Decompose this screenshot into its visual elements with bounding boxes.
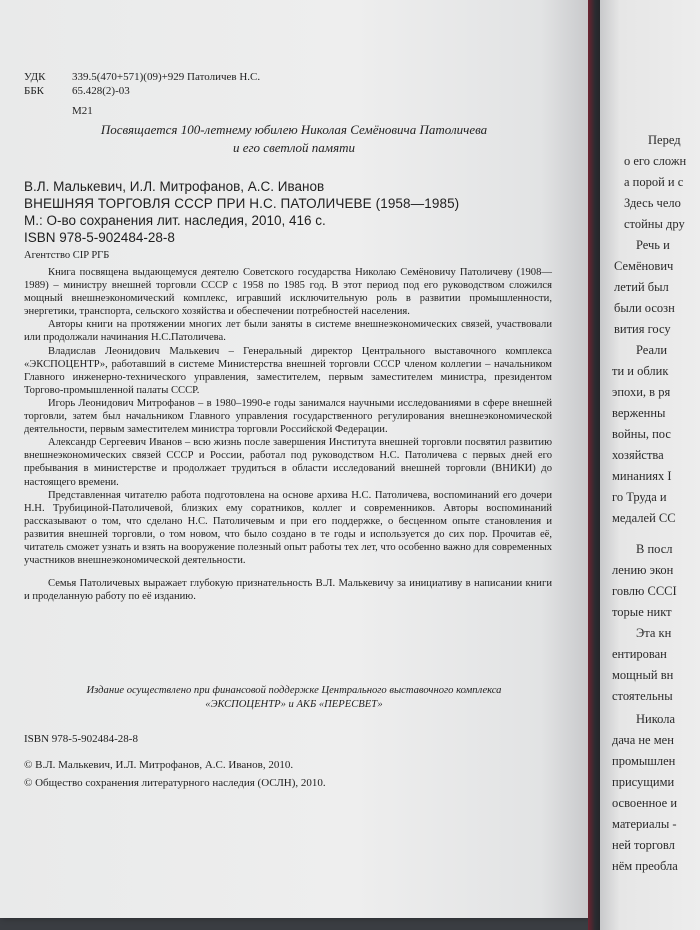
bbk-value: 65.428(2)-03 (72, 85, 130, 97)
facing-line: стоятельны (612, 689, 673, 703)
paragraph-5: Александр Сергеевич Иванов – всю жизнь после завершения Института внешней торговли посвятил развитию внешнеэкономических связей СССР и России, работал под руководством Н.С. Патоличева с первых дней его пребывания в министерстве и продолжает трудиться в области исследований внешней торговли (ВНИКИ) до настоящего времени. (24, 437, 552, 488)
facing-line: Здесь чело (624, 196, 681, 210)
facing-line: дача не мен (612, 733, 674, 747)
facing-line: материалы - (612, 817, 677, 831)
facing-line: ентирован (612, 647, 667, 661)
facing-line: торые никт (612, 605, 672, 619)
paragraph-2: Авторы книги на протяжении многих лет были заняты в системе внешнеэкономических связей, участвовали или продолжали начинания Н.С.Патоличева. (24, 319, 552, 344)
copyright-authors: © В.Л. Малькевич, И.Л. Митрофанов, А.С. Иванов, 2010. (24, 759, 294, 771)
facing-line: войны, пос (612, 427, 671, 441)
publication-note-line-1: Издание осуществлено при финансовой поддержке Центрального выставочного комплекса (86, 685, 502, 696)
isbn-repeat: ISBN 978-5-902484-28-8 (24, 733, 138, 745)
facing-line: а порой и с (624, 175, 684, 189)
imprint: М.: О-во сохранения лит. наследия, 2010, 416 с. (24, 213, 326, 228)
facing-line: освоенное и (612, 796, 678, 810)
facing-line: хозяйства (612, 448, 664, 462)
annotation-body (24, 266, 552, 603)
facing-line: мощный вн (612, 668, 674, 682)
copyright-society: © Общество сохранения литературного наследия (ОСЛН), 2010. (24, 777, 326, 789)
paragraph-3: Владислав Леонидович Малькевич – Генеральный директор Центрального выставочного комплекса «ЭКСПОЦЕНТР», работавший в системе Министерства внешней торговли СССР членом коллегии – начальником Главного инженерно-технического управления, заместителем, первым заместителем министра, президентом Торгово-промышленной палаты СССР. (24, 345, 552, 396)
facing-line: Перед (648, 133, 681, 147)
dedication-line-1: Посвящается 100-летнему юбилею Николая Семёновича Патоличева (100, 122, 488, 137)
facing-line: промышлен (612, 754, 676, 768)
facing-line: лению экон (612, 563, 674, 577)
paragraph-1: Книга посвящена выдающемуся деятелю Советского государства Николаю Семёновичу Патоличеву (1908—1989) – министру внешней торговли СССР с 1958 по 1985 год. В этот период под его руководством сложился мощный внешнеэкономический комплекс, игравший исключительную роль в развитии промышленности, энергетики, транспорта, сельского хозяйства и обеспечении потребностей населения. (24, 267, 552, 318)
facing-line: В посл (636, 542, 673, 556)
facing-line: Никола (636, 712, 676, 726)
book-title: ВНЕШНЯЯ ТОРГОВЛЯ СССР ПРИ Н.С. ПАТОЛИЧЕВЕ (1958—1985) (24, 196, 460, 211)
facing-line: ти и облик (612, 364, 669, 378)
facing-line: Речь и (636, 238, 670, 252)
dedication-line-2: и его светлой памяти (232, 140, 356, 155)
facing-line: вития госу (614, 322, 671, 336)
facing-line: го Труда и (612, 490, 667, 504)
facing-line: присущими (612, 775, 675, 789)
bbk-label: ББК (24, 85, 44, 97)
authors: В.Л. Малькевич, И.Л. Митрофанов, А.С. Иванов (24, 179, 325, 194)
paragraph-4: Игорь Леонидович Митрофанов – в 1980–1990-е годы занимался научными исследованиями в сфере внешней торговли, затем был начальником Главного управления государственного регулирования внешнеэкономической деятельности, первым заместителем министра торговли Российской Федерации. (24, 397, 552, 436)
isbn: ISBN 978-5-902484-28-8 (24, 230, 175, 245)
udk-value: 339.5(470+571)(09)+929 Патоличев Н.С. (72, 71, 261, 83)
facing-line: медалей СС (612, 511, 676, 525)
facing-line: верженны (612, 406, 666, 420)
facing-line: Семёнович (614, 259, 674, 273)
facing-line: были осозн (614, 301, 675, 315)
facing-line: говлю СССІ (612, 584, 677, 598)
facing-line: эпохи, в ря (612, 385, 671, 399)
facing-line: летий был (614, 280, 669, 294)
facing-line: о его сложн (624, 154, 687, 168)
facing-page (600, 0, 700, 930)
facing-line: стойны дру (624, 217, 685, 231)
udk-label: УДК (24, 71, 46, 83)
facing-line: минаниях I (612, 469, 672, 483)
paragraph-7: Семья Патоличевых выражает глубокую признательность В.Л. Малькевичу за инициативу в написании книги и проделанную работу по её изданию. (24, 578, 552, 603)
paragraph-6: Представленная читателю работа подготовлена на основе архива Н.С. Патоличева, воспоминаний его дочери Н.Н. Трубициной-Патоличевой, близких ему соратников, коллег и современников. Авторы воспоминаний рассказывают о том, что сделано Н.С. Патоличевым и при его поддержке, о бесценном опыте становления и развития внешней торговли, о том новом, что было создано в те годы и используется до сих пор. Прочитав её, читатель сможет узнать и взять на вооружение полезный опыт работы тех лет, что особенно важно для современных участников внешнеэкономической деятельности. (24, 489, 552, 567)
cip-agency: Агентство CIP РГБ (24, 250, 110, 261)
publication-note-line-2: «ЭКСПОЦЕНТР» и АКБ «ПЕРЕСВЕТ» (205, 699, 383, 710)
facing-line: Эта кн (636, 626, 672, 640)
facing-line: Реали (636, 343, 668, 357)
facing-line: ней торговл (612, 838, 675, 852)
author-mark: М21 (72, 105, 93, 117)
facing-line: нём преобла (612, 859, 678, 873)
